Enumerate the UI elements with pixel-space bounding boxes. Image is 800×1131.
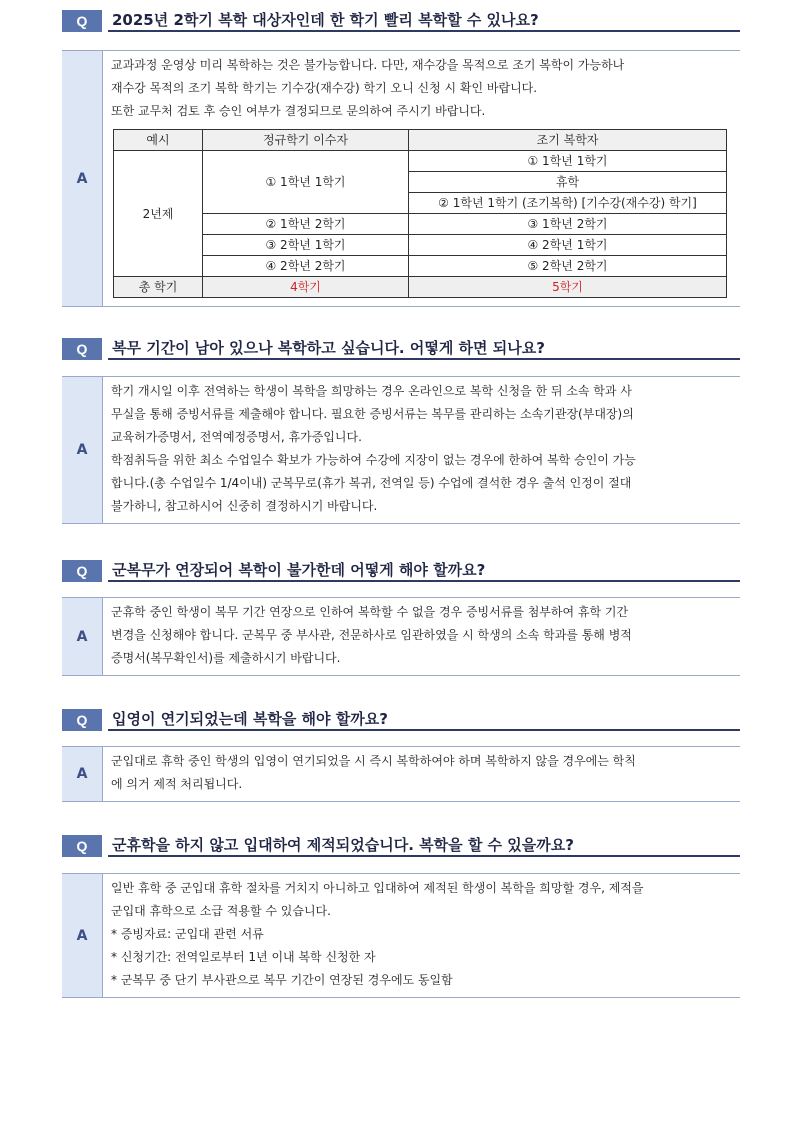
answer-line: 변경을 신청해야 합니다. 군복무 중 부사관, 전문하사로 임관하였을 시 학생의 소속 학과를 통해 병적	[111, 628, 632, 642]
q-badge: Q	[62, 560, 102, 582]
q-badge: Q	[62, 338, 102, 360]
answer-body	[103, 598, 740, 675]
table-cell-early: ② 1학년 1학기 (조기복학) [기수강(재수강) 학기]	[409, 193, 727, 214]
question-row	[62, 709, 740, 731]
answer-line: 군휴학 중인 학생이 복무 기간 연장으로 인하여 복학할 수 없을 경우 증빙서류를 첨부하여 휴학 기간	[111, 605, 629, 619]
answer-box	[62, 597, 740, 676]
answer-line: 군입대로 휴학 중인 학생의 입영이 연기되었을 시 즉시 복학하여야 하며 복학하지 않을 경우에는 학칙	[111, 754, 636, 768]
a-badge: A	[62, 51, 103, 306]
question-text: 입영이 연기되었는데 복학을 해야 할까요?	[108, 709, 740, 731]
answer-box	[62, 746, 740, 802]
table-cell-early: ③ 1학년 2학기	[409, 214, 727, 235]
table-row	[114, 235, 727, 256]
answer-line: 또한 교무처 검토 후 승인 여부가 결정되므로 문의하여 주시기 바랍니다.	[111, 104, 486, 118]
question-text: 군복무가 연장되어 복학이 불가한데 어떻게 해야 할까요?	[108, 560, 740, 582]
table-cell-regular: ④ 2학년 2학기	[203, 256, 409, 277]
question-row	[62, 560, 740, 582]
a-badge: A	[62, 598, 103, 675]
q-badge: Q	[62, 835, 102, 857]
table-header: 정규학기 이수자	[203, 130, 409, 151]
q-badge: Q	[62, 709, 102, 731]
table-header: 예시	[114, 130, 203, 151]
table-total-row	[114, 277, 727, 298]
table-cell-regular: ① 1학년 1학기	[203, 151, 409, 214]
table-cell-early: 휴학	[409, 172, 727, 193]
answer-body	[103, 874, 740, 997]
answer-line: 학기 개시일 이후 전역하는 학생이 복학을 희망하는 경우 온라인으로 복학 신청을 한 뒤 소속 학과 사	[111, 384, 632, 398]
qa-block-2	[62, 338, 740, 524]
table-group-label: 2년제	[114, 151, 203, 277]
table-cell-early: ④ 2학년 1학기	[409, 235, 727, 256]
table-row	[114, 214, 727, 235]
answer-line: 교육허가증명서, 전역예정증명서, 휴가증입니다.	[111, 430, 362, 444]
answer-line: 무실을 통해 증빙서류를 제출해야 합니다. 필요한 증빙서류는 복무를 관리하는 소속기관장(부대장)의	[111, 407, 634, 421]
qa-block-3	[62, 560, 740, 676]
qa-block-4	[62, 709, 740, 802]
table-total-label: 총 학기	[114, 277, 203, 298]
table-header-row	[114, 130, 727, 151]
table-cell-regular: ③ 2학년 1학기	[203, 235, 409, 256]
question-text: 2025년 2학기 복학 대상자인데 한 학기 빨리 복학할 수 있나요?	[108, 10, 740, 32]
semester-table	[113, 129, 727, 298]
a-badge: A	[62, 747, 103, 801]
table-total-regular: 4학기	[203, 277, 409, 298]
answer-body	[103, 747, 740, 801]
question-text: 군휴학을 하지 않고 입대하여 제적되었습니다. 복학을 할 수 있을까요?	[108, 835, 740, 857]
answer-line: 일반 휴학 중 군입대 휴학 절차를 거치지 아니하고 입대하여 제적된 학생이 복학을 희망할 경우, 제적을	[111, 881, 644, 895]
answer-line: * 군복무 중 단기 부사관으로 복무 기간이 연장된 경우에도 동일함	[111, 973, 453, 987]
answer-body	[103, 51, 740, 306]
answer-line: * 신청기간: 전역일로부터 1년 이내 복학 신청한 자	[111, 950, 376, 964]
question-row	[62, 338, 740, 360]
answer-line: 교과과정 운영상 미리 복학하는 것은 불가능합니다. 다만, 재수강을 목적으로 조기 복학이 가능하나	[111, 58, 625, 72]
answer-line: 에 의거 제적 처리됩니다.	[111, 777, 243, 791]
question-row	[62, 10, 740, 32]
answer-box	[62, 873, 740, 998]
a-badge: A	[62, 874, 103, 997]
table-total-early: 5학기	[409, 277, 727, 298]
answer-line: 증명서(복무확인서)를 제출하시기 바랍니다.	[111, 651, 341, 665]
answer-line: 합니다.(총 수업일수 1/4이내) 군복무로(휴가 복귀, 전역일 등) 수업에 결석한 경우 출석 인정이 절대	[111, 476, 632, 490]
table-cell-early: ⑤ 2학년 2학기	[409, 256, 727, 277]
question-text: 복무 기간이 남아 있으나 복학하고 싶습니다. 어떻게 하면 되나요?	[108, 338, 740, 360]
answer-line: 군입대 휴학으로 소급 적용할 수 있습니다.	[111, 904, 331, 918]
answer-line: 재수강 목적의 조기 복학 학기는 기수강(재수강) 학기 오니 신청 시 확인 바랍니다.	[111, 81, 538, 95]
answer-box	[62, 50, 740, 307]
table-cell-early: ① 1학년 1학기	[409, 151, 727, 172]
a-badge: A	[62, 377, 103, 523]
question-row	[62, 835, 740, 857]
answer-line: 학점취득을 위한 최소 수업일수 확보가 가능하여 수강에 지장이 없는 경우에 한하여 복학 승인이 가능	[111, 453, 636, 467]
answer-line: 불가하니, 참고하시어 신중히 결정하시기 바랍니다.	[111, 499, 378, 513]
answer-line: * 증빙자료: 군입대 관련 서류	[111, 927, 264, 941]
q-badge: Q	[62, 10, 102, 32]
table-row	[114, 151, 727, 172]
qa-block-5	[62, 835, 740, 998]
answer-box	[62, 376, 740, 524]
table-cell-regular: ② 1학년 2학기	[203, 214, 409, 235]
qa-block-1	[62, 10, 740, 307]
answer-body	[103, 377, 740, 523]
table-header: 조기 복학자	[409, 130, 727, 151]
table-row	[114, 256, 727, 277]
